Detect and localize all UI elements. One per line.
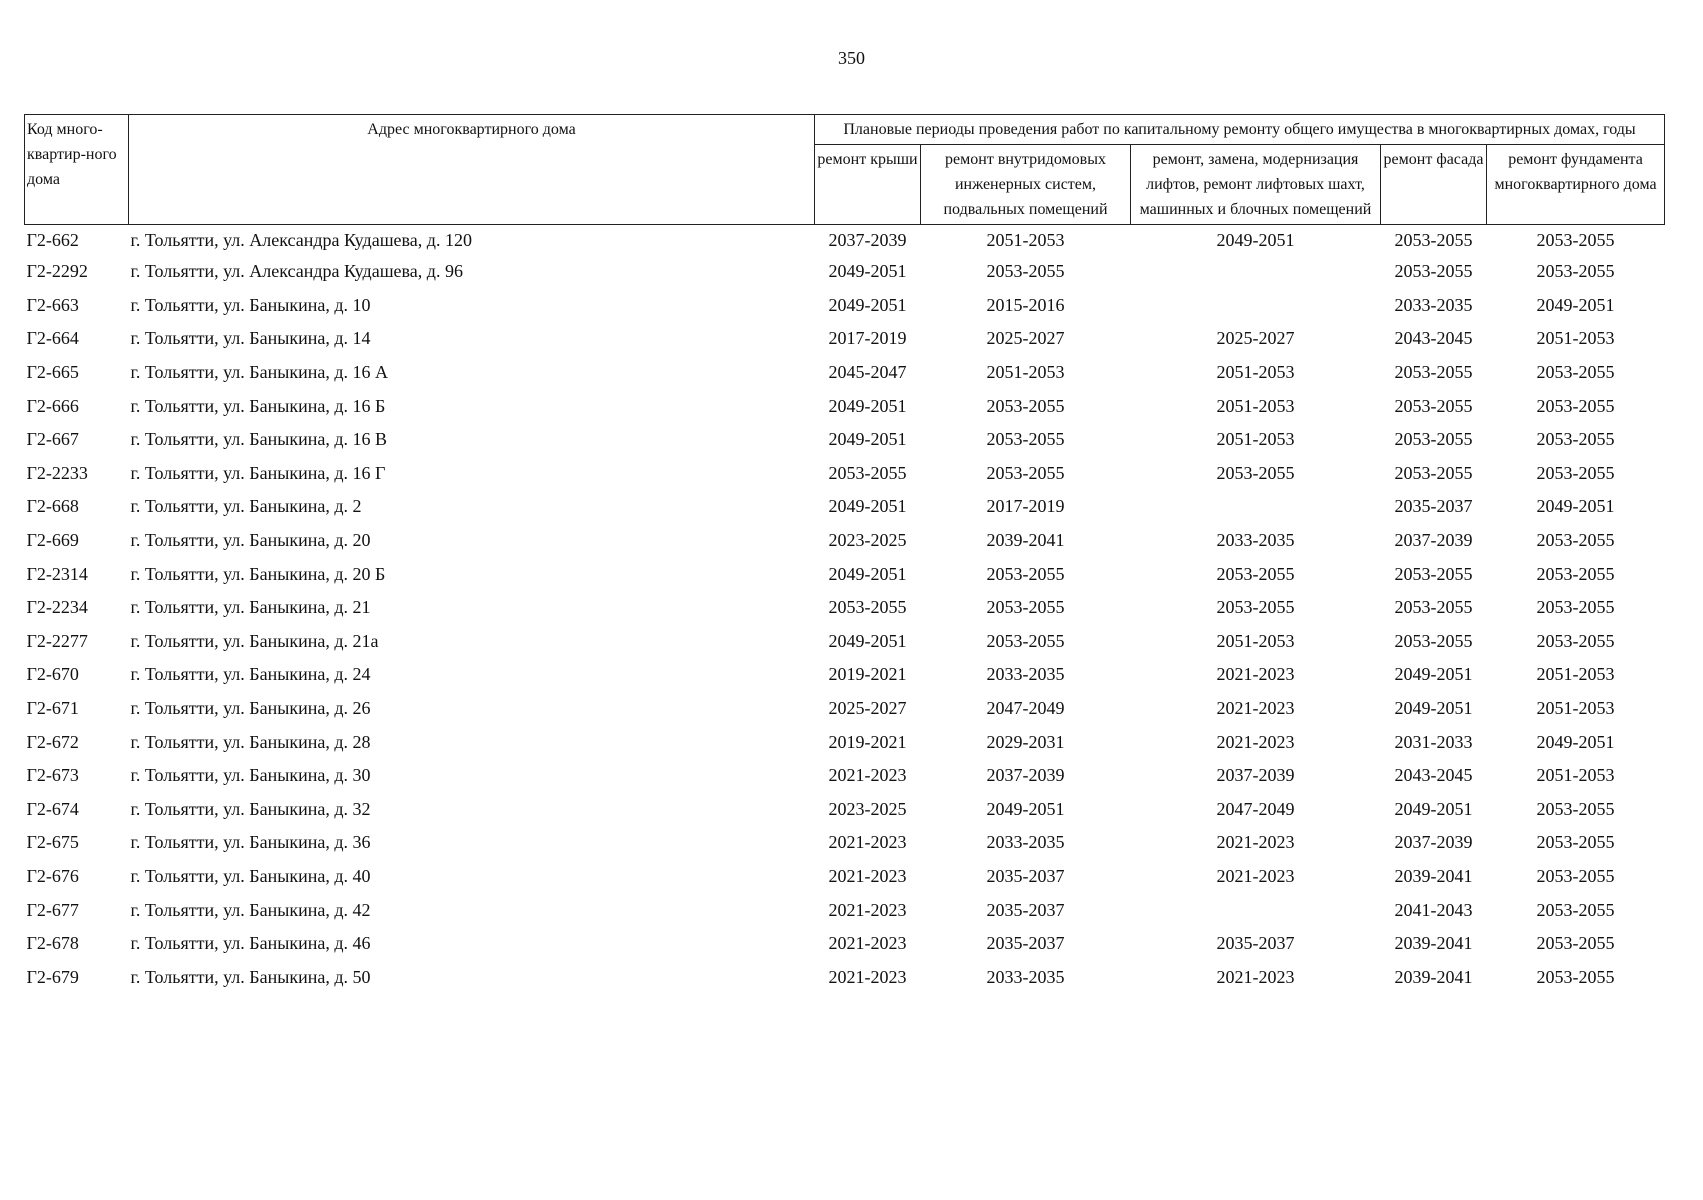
cell-systems: 2035-2037	[986, 865, 1065, 886]
table-row	[25, 826, 1665, 860]
cell-facade: 2053-2055	[1394, 229, 1473, 250]
cell-lifts	[1131, 255, 1381, 289]
table-row	[25, 457, 1665, 491]
cell-address: г. Тольятти, ул. Баныкина, д. 16 Г	[130, 462, 386, 483]
cell-code: Г2-2233	[26, 462, 88, 483]
cell-code: Г2-679	[26, 966, 79, 987]
cell-address: г. Тольятти, ул. Александра Кудашева, д. 96	[130, 261, 463, 282]
header-address: Адрес многоквартирного дома	[129, 115, 815, 225]
cell-lifts: 2021-2023	[1216, 865, 1295, 886]
cell-facade: 2053-2055	[1394, 261, 1473, 282]
cell-lifts: 2021-2023	[1216, 731, 1295, 752]
cell-code: Г2-665	[26, 362, 79, 383]
cell-systems: 2029-2031	[986, 731, 1065, 752]
cell-foundation: 2053-2055	[1536, 966, 1615, 987]
cell-roof: 2049-2051	[828, 429, 907, 450]
cell-foundation: 2053-2055	[1536, 462, 1615, 483]
cell-systems: 2051-2053	[986, 229, 1065, 250]
cell-code: Г2-672	[26, 731, 79, 752]
cell-foundation: 2053-2055	[1536, 597, 1615, 618]
cell-foundation: 2051-2053	[1536, 698, 1615, 719]
cell-address: г. Тольятти, ул. Баныкина, д. 20 Б	[130, 563, 386, 584]
cell-lifts	[1131, 289, 1381, 323]
cell-lifts: 2037-2039	[1216, 765, 1295, 786]
cell-lifts: 2047-2049	[1216, 798, 1295, 819]
cell-lifts: 2025-2027	[1216, 328, 1295, 349]
cell-facade: 2043-2045	[1394, 328, 1473, 349]
cell-lifts: 2021-2023	[1216, 664, 1295, 685]
cell-foundation: 2053-2055	[1536, 899, 1615, 920]
table-row	[25, 524, 1665, 558]
cell-foundation: 2049-2051	[1536, 294, 1615, 315]
page-number: 350	[838, 48, 865, 68]
cell-code: Г2-2277	[26, 630, 88, 651]
header-roof: ремонт крыши	[815, 145, 921, 225]
cell-foundation: 2053-2055	[1536, 229, 1615, 250]
cell-foundation: 2051-2053	[1536, 328, 1615, 349]
cell-systems: 2035-2037	[986, 933, 1065, 954]
cell-foundation: 2051-2053	[1536, 765, 1615, 786]
cell-address: г. Тольятти, ул. Баныкина, д. 50	[130, 966, 371, 987]
cell-code: Г2-663	[26, 294, 79, 315]
cell-lifts	[1131, 893, 1381, 927]
cell-roof: 2049-2051	[828, 294, 907, 315]
cell-systems: 2039-2041	[986, 530, 1065, 551]
cell-address: г. Тольятти, ул. Баныкина, д. 26	[130, 698, 371, 719]
cell-roof: 2023-2025	[828, 798, 907, 819]
cell-roof: 2025-2027	[828, 698, 907, 719]
cell-systems: 2033-2035	[986, 966, 1065, 987]
cell-lifts: 2021-2023	[1216, 698, 1295, 719]
cell-facade: 2053-2055	[1394, 429, 1473, 450]
cell-foundation: 2053-2055	[1536, 362, 1615, 383]
cell-facade: 2049-2051	[1394, 664, 1473, 685]
cell-address: г. Тольятти, ул. Баныкина, д. 21	[130, 597, 371, 618]
table-row	[25, 225, 1665, 256]
cell-systems: 2033-2035	[986, 664, 1065, 685]
cell-foundation: 2049-2051	[1536, 731, 1615, 752]
cell-address: г. Тольятти, ул. Баныкина, д. 20	[130, 530, 371, 551]
cell-address: г. Тольятти, ул. Александра Кудашева, д. 120	[130, 229, 472, 250]
cell-roof: 2049-2051	[828, 496, 907, 517]
cell-foundation: 2053-2055	[1536, 865, 1615, 886]
cell-foundation: 2051-2053	[1536, 664, 1615, 685]
table-row	[25, 725, 1665, 759]
cell-facade: 2049-2051	[1394, 798, 1473, 819]
cell-roof: 2021-2023	[828, 933, 907, 954]
cell-lifts: 2053-2055	[1216, 462, 1295, 483]
cell-lifts: 2053-2055	[1216, 563, 1295, 584]
cell-facade: 2053-2055	[1394, 630, 1473, 651]
cell-roof: 2021-2023	[828, 832, 907, 853]
cell-roof: 2049-2051	[828, 630, 907, 651]
cell-lifts: 2033-2035	[1216, 530, 1295, 551]
cell-lifts: 2035-2037	[1216, 933, 1295, 954]
table-row	[25, 356, 1665, 390]
cell-facade: 2041-2043	[1394, 899, 1473, 920]
cell-lifts: 2051-2053	[1216, 395, 1295, 416]
cell-facade: 2037-2039	[1394, 832, 1473, 853]
cell-address: г. Тольятти, ул. Баныкина, д. 16 А	[130, 362, 388, 383]
cell-lifts: 2049-2051	[1216, 229, 1295, 250]
cell-facade: 2053-2055	[1394, 362, 1473, 383]
cell-code: Г2-664	[26, 328, 79, 349]
cell-code: Г2-668	[26, 496, 79, 517]
header-facade: ремонт фасада	[1381, 145, 1487, 225]
cell-code: Г2-673	[26, 765, 79, 786]
cell-roof: 2021-2023	[828, 966, 907, 987]
header-foundation: ремонт фундамента многоквартирного дома	[1487, 145, 1665, 225]
cell-systems: 2015-2016	[986, 294, 1065, 315]
cell-roof: 2049-2051	[828, 261, 907, 282]
cell-foundation: 2053-2055	[1536, 530, 1615, 551]
cell-lifts: 2051-2053	[1216, 362, 1295, 383]
cell-foundation: 2053-2055	[1536, 933, 1615, 954]
cell-roof: 2017-2019	[828, 328, 907, 349]
table-row	[25, 793, 1665, 827]
cell-systems: 2053-2055	[986, 462, 1065, 483]
cell-address: г. Тольятти, ул. Баныкина, д. 16 В	[130, 429, 387, 450]
cell-roof: 2037-2039	[828, 229, 907, 250]
cell-code: Г2-2292	[26, 261, 88, 282]
cell-systems: 2025-2027	[986, 328, 1065, 349]
cell-address: г. Тольятти, ул. Баныкина, д. 32	[130, 798, 371, 819]
cell-systems: 2053-2055	[986, 261, 1065, 282]
table-row	[25, 759, 1665, 793]
cell-lifts	[1131, 490, 1381, 524]
cell-address: г. Тольятти, ул. Баныкина, д. 46	[130, 933, 371, 954]
cell-lifts: 2051-2053	[1216, 630, 1295, 651]
cell-address: г. Тольятти, ул. Баныкина, д. 10	[130, 294, 371, 315]
cell-systems: 2051-2053	[986, 362, 1065, 383]
cell-facade: 2053-2055	[1394, 462, 1473, 483]
cell-address: г. Тольятти, ул. Баныкина, д. 36	[130, 832, 371, 853]
cell-roof: 2019-2021	[828, 664, 907, 685]
cell-address: г. Тольятти, ул. Баныкина, д. 21а	[130, 630, 379, 651]
cell-address: г. Тольятти, ул. Баныкина, д. 24	[130, 664, 371, 685]
cell-roof: 2053-2055	[828, 462, 907, 483]
table-row	[25, 658, 1665, 692]
cell-code: Г2-670	[26, 664, 79, 685]
cell-address: г. Тольятти, ул. Баныкина, д. 30	[130, 765, 371, 786]
cell-systems: 2037-2039	[986, 765, 1065, 786]
cell-code: Г2-666	[26, 395, 79, 416]
cell-foundation: 2053-2055	[1536, 563, 1615, 584]
table-row	[25, 960, 1665, 994]
header-lifts: ремонт, замена, модернизация лифтов, ремонт лифтовых шахт, машинных и блочных помещений	[1131, 145, 1381, 225]
cell-address: г. Тольятти, ул. Баныкина, д. 42	[130, 899, 371, 920]
table-row	[25, 591, 1665, 625]
header-periods: Плановые периоды проведения работ по капитальному ремонту общего имущества в многоквартирных домах, годы	[815, 115, 1665, 145]
cell-roof: 2049-2051	[828, 563, 907, 584]
cell-facade: 2035-2037	[1394, 496, 1473, 517]
cell-code: Г2-676	[26, 865, 79, 886]
cell-facade: 2043-2045	[1394, 765, 1473, 786]
table-row	[25, 255, 1665, 289]
cell-roof: 2053-2055	[828, 597, 907, 618]
cell-facade: 2039-2041	[1394, 933, 1473, 954]
table-row	[25, 625, 1665, 659]
table-row	[25, 893, 1665, 927]
cell-lifts: 2053-2055	[1216, 597, 1295, 618]
cell-roof: 2021-2023	[828, 865, 907, 886]
cell-roof: 2049-2051	[828, 395, 907, 416]
table-row	[25, 557, 1665, 591]
table-row	[25, 423, 1665, 457]
cell-foundation: 2053-2055	[1536, 429, 1615, 450]
cell-systems: 2033-2035	[986, 832, 1065, 853]
cell-roof: 2023-2025	[828, 530, 907, 551]
cell-facade: 2053-2055	[1394, 395, 1473, 416]
cell-foundation: 2053-2055	[1536, 395, 1615, 416]
cell-facade: 2033-2035	[1394, 294, 1473, 315]
cell-foundation: 2053-2055	[1536, 261, 1615, 282]
cell-systems: 2053-2055	[986, 563, 1065, 584]
cell-systems: 2049-2051	[986, 798, 1065, 819]
cell-systems: 2053-2055	[986, 597, 1065, 618]
cell-systems: 2047-2049	[986, 698, 1065, 719]
cell-facade: 2053-2055	[1394, 597, 1473, 618]
cell-code: Г2-667	[26, 429, 79, 450]
cell-lifts: 2051-2053	[1216, 429, 1295, 450]
cell-code: Г2-678	[26, 933, 79, 954]
cell-foundation: 2053-2055	[1536, 832, 1615, 853]
cell-address: г. Тольятти, ул. Баныкина, д. 28	[130, 731, 371, 752]
cell-systems: 2017-2019	[986, 496, 1065, 517]
cell-code: Г2-669	[26, 530, 79, 551]
cell-code: Г2-671	[26, 698, 79, 719]
cell-lifts: 2021-2023	[1216, 966, 1295, 987]
cell-facade: 2049-2051	[1394, 698, 1473, 719]
cell-lifts: 2021-2023	[1216, 832, 1295, 853]
table-row	[25, 490, 1665, 524]
header-systems: ремонт внутридомовых инженерных систем, подвальных помещений	[921, 145, 1131, 225]
table-body	[25, 225, 1665, 995]
cell-systems: 2053-2055	[986, 395, 1065, 416]
table-row	[25, 322, 1665, 356]
cell-code: Г2-2234	[26, 597, 88, 618]
cell-foundation: 2053-2055	[1536, 798, 1615, 819]
cell-address: г. Тольятти, ул. Баныкина, д. 16 Б	[130, 395, 386, 416]
cell-facade: 2039-2041	[1394, 865, 1473, 886]
cell-facade: 2039-2041	[1394, 966, 1473, 987]
cell-code: Г2-674	[26, 798, 79, 819]
cell-address: г. Тольятти, ул. Баныкина, д. 2	[130, 496, 362, 517]
table-row	[25, 860, 1665, 894]
cell-systems: 2035-2037	[986, 899, 1065, 920]
cell-facade: 2031-2033	[1394, 731, 1473, 752]
cell-roof: 2045-2047	[828, 362, 907, 383]
cell-roof: 2019-2021	[828, 731, 907, 752]
table-row	[25, 692, 1665, 726]
cell-foundation: 2049-2051	[1536, 496, 1615, 517]
cell-foundation: 2053-2055	[1536, 630, 1615, 651]
cell-address: г. Тольятти, ул. Баныкина, д. 14	[130, 328, 371, 349]
cell-roof: 2021-2023	[828, 765, 907, 786]
header-code: Код много-квартир-ного дома	[25, 115, 129, 225]
cell-code: Г2-662	[26, 229, 79, 250]
cell-facade: 2037-2039	[1394, 530, 1473, 551]
cell-code: Г2-675	[26, 832, 79, 853]
cell-address: г. Тольятти, ул. Баныкина, д. 40	[130, 865, 371, 886]
table-row	[25, 927, 1665, 961]
capital-repair-schedule-table	[24, 114, 1665, 994]
cell-code: Г2-2314	[26, 563, 88, 584]
cell-roof: 2021-2023	[828, 899, 907, 920]
cell-systems: 2053-2055	[986, 429, 1065, 450]
cell-systems: 2053-2055	[986, 630, 1065, 651]
table-row	[25, 389, 1665, 423]
cell-facade: 2053-2055	[1394, 563, 1473, 584]
table-header	[25, 115, 1665, 225]
table-row	[25, 289, 1665, 323]
cell-code: Г2-677	[26, 899, 79, 920]
